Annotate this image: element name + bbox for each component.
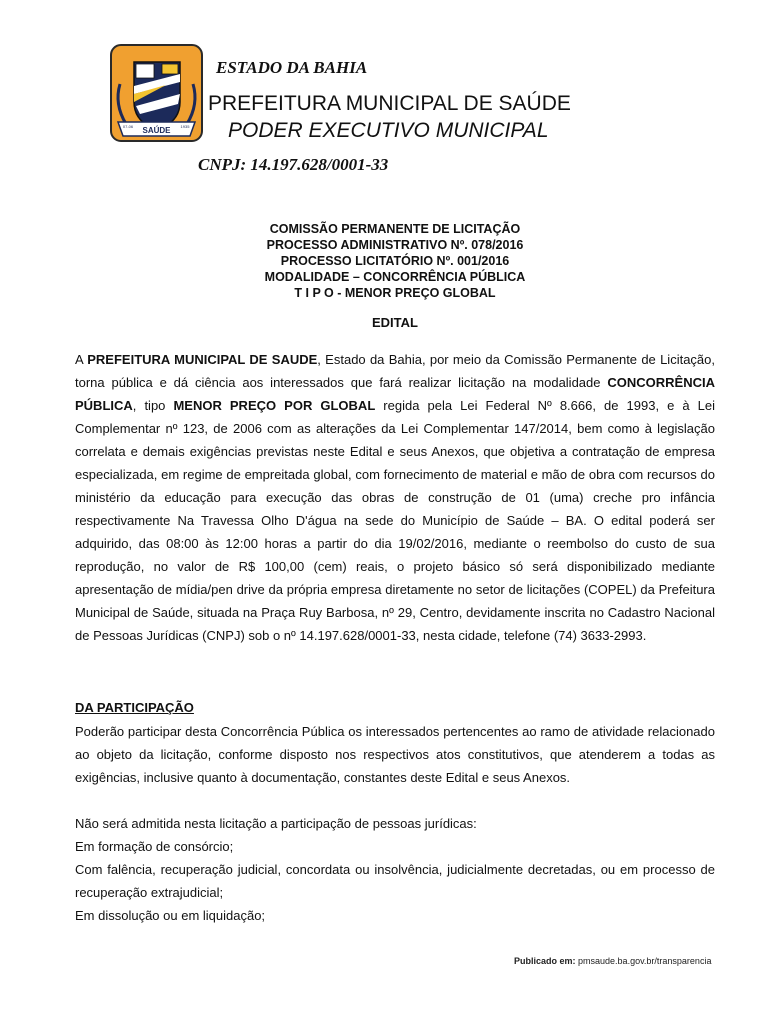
headline-processo-administrativo: PROCESSO ADMINISTRATIVO Nº. 078/2016 [266,238,524,252]
svg-text:1935: 1935 [180,124,190,129]
item-falencia: Com falência, recuperação judicial, concordata ou insolvência, judicialmente decretadas, ou em processo de recuperação extrajudicial; [75,862,715,900]
intro-bold-concorrencia: CONCORRÊNCIA PÚBLICA [75,375,715,413]
intro-text-3: , tipo [132,398,174,413]
intro-bold-menor-preco: MENOR PREÇO POR GLOBAL [173,398,376,413]
not-admitted-line: Não será admitida nesta licitação a participação de pessoas jurídicas: [75,816,477,831]
document-headlines [75,221,715,301]
poder-executivo-title: PODER EXECUTIVO MUNICIPAL [228,119,549,142]
intro-bold-prefeitura: PREFEITURA MUNICIPAL DE SAUDE [87,352,318,367]
participacao-paragraph: Poderão participar desta Concorrência Pública os interessados pertencentes ao ramo de atividade relacionado ao objeto da licitação, conforme disposto nos respectivos atos constitutivos, que atenderem a todas as exigências, inclusive quanto à documentação, constantes deste Edital e seus Anexos. [75,724,715,785]
cnpj-line: CNPJ: 14.197.628/0001-33 [198,155,389,174]
svg-text:SAÚDE: SAÚDE [142,126,171,135]
municipal-crest-logo [110,44,203,142]
footer-url: pmsaude.ba.gov.br/transparencia [578,956,712,966]
footer-label: Publicado em: [514,956,576,966]
intro-text-2: , Estado da Bahia, por meio da Comissão Permanente de Licitação, torna pública e dá ciência aos interessados que fará realizar licitação na modalidade [75,352,715,390]
intro-text-4: regida pela Lei Federal Nº 8.666, de 1993, e à Lei Complementar nº 123, de 2006 com as alterações da Lei Complementar 147/2014, bem como à legislação correlata e demais exigências previstas neste Edital e seus Anexos, que objetiva a contratação de empresa especializada, em regime de empreitada global, com fornecimento de material e mão de obra com recursos do ministério da educação para execução das obras de construção de 01 (uma) creche pro infância respectivamente Na Travessa Olho D'água na sede do Município de Saúde – BA. O edital poderá ser adquirido, das 08:00 às 12:00 horas a partir do dia 19/02/2016, mediante o reembolso do custo de sua reprodução, no valor de R$ 100,00 (cem) reais, o projeto básico só será disponibilizado mediante apresentação de mídia/pen drive da própria empresa diretamente no setor de licitações (COPEL) da Prefeitura Municipal de Saúde, situada na Praça Ruy Barbosa, nº 29, Centro, devidamente inscrita no Cadastro Nacional de Pessoas Jurídicas (CNPJ) sob o nº 14.197.628/0001-33, nesta cidade, telefone (74) 3633-2993. [75,398,715,643]
edital-label: EDITAL [372,315,418,330]
prefeitura-title: PREFEITURA MUNICIPAL DE SAÚDE [208,92,571,115]
item-consorcio: Em formação de consórcio; [75,839,234,854]
headline-processo-licitatorio: PROCESSO LICITATÓRIO Nº. 001/2016 [280,254,510,268]
section-title-participacao: DA PARTICIPAÇÃO [75,700,194,715]
publication-footer [514,956,711,966]
headline-comissao: COMISSÃO PERMANENTE DE LICITAÇÃO [269,222,521,236]
item-dissolucao: Em dissolução ou em liquidação; [75,908,266,923]
headline-tipo: T I P O - MENOR PREÇO GLOBAL [294,286,496,300]
headline-modalidade: MODALIDADE – CONCORRÊNCIA PÚBLICA [264,270,526,284]
intro-text-1: A [75,352,88,367]
svg-text:07-06: 07-06 [122,124,134,129]
state-name: ESTADO DA BAHIA [216,58,368,77]
intro-paragraph [75,348,715,647]
